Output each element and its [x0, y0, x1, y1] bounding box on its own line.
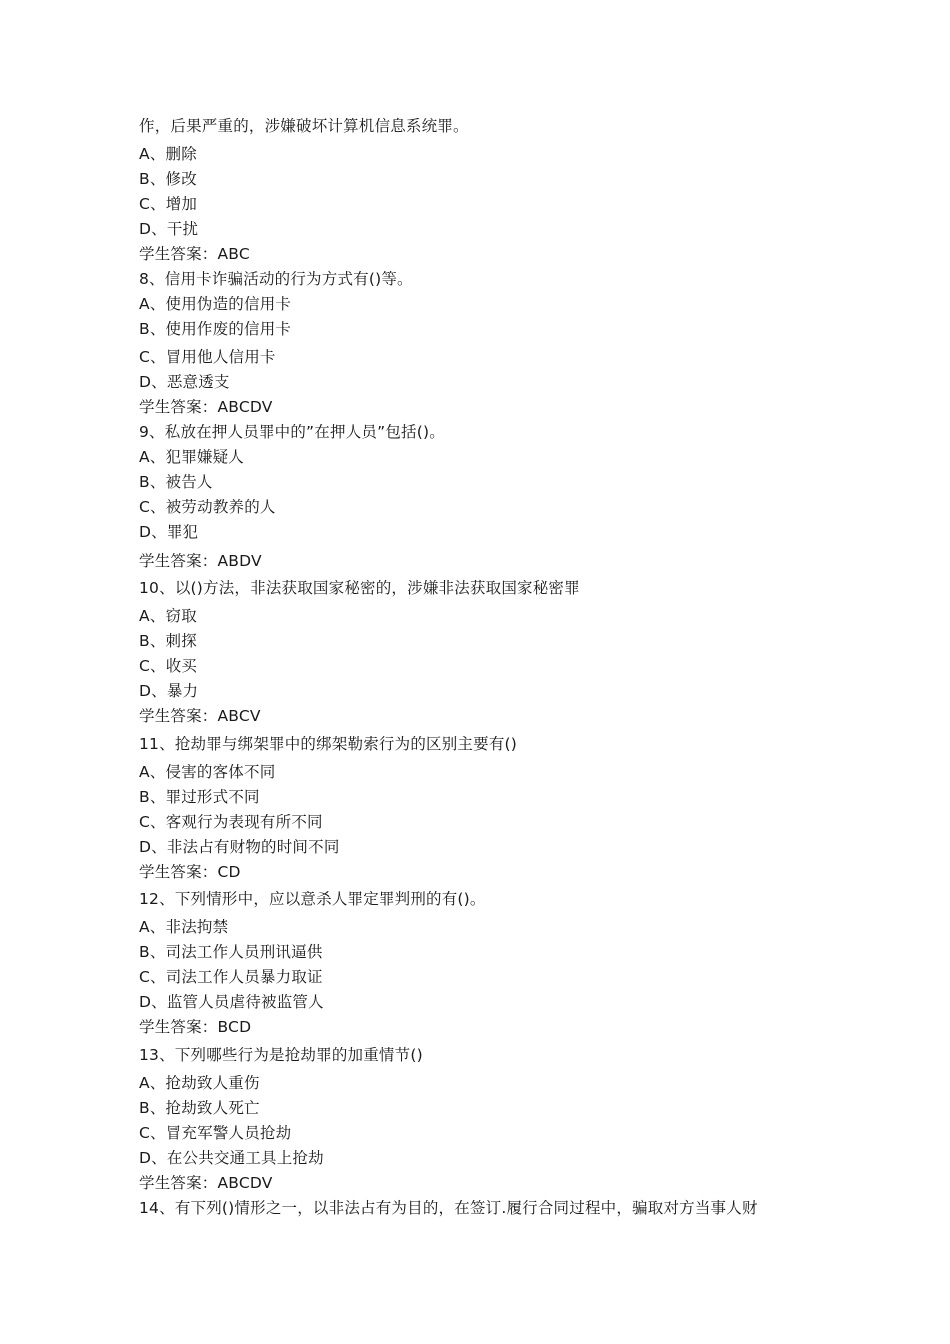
question-text: 作，后果严重的，涉嫌破坏计算机信息系统罪。	[139, 117, 469, 135]
option-b: B、刺探	[139, 632, 197, 650]
option-a: A、侵害的客体不同	[139, 763, 276, 781]
option-d: D、暴力	[139, 682, 199, 700]
student-answer: 学生答案：ABCDV	[139, 1174, 273, 1192]
option-c: C、增加	[139, 195, 198, 213]
option-b: B、被告人	[139, 473, 213, 491]
student-answer: 学生答案：CD	[139, 863, 241, 881]
option-d: D、非法占有财物的时间不同	[139, 838, 340, 856]
option-d: D、在公共交通工具上抢劫	[139, 1149, 324, 1167]
option-b: B、罪过形式不同	[139, 788, 260, 806]
option-a: A、使用伪造的信用卡	[139, 295, 292, 313]
question-text: 12、下列情形中，应以意杀人罪定罪判刑的有()。	[139, 890, 486, 908]
option-b: B、使用作废的信用卡	[139, 320, 292, 338]
question-text: 13、下列哪些行为是抢劫罪的加重情节()	[139, 1046, 423, 1064]
student-answer: 学生答案：BCD	[139, 1018, 252, 1036]
option-b: B、抢劫致人死亡	[139, 1099, 260, 1117]
option-a: A、删除	[139, 145, 197, 163]
option-c: C、被劳动教养的人	[139, 498, 276, 516]
option-c: C、冒用他人信用卡	[139, 348, 276, 366]
option-d: D、干扰	[139, 220, 199, 238]
option-c: C、司法工作人员暴力取证	[139, 968, 323, 986]
option-b: B、司法工作人员刑讯逼供	[139, 943, 323, 961]
student-answer: 学生答案：ABCDV	[139, 398, 273, 416]
question-text: 10、以()方法，非法获取国家秘密的，涉嫌非法获取国家秘密罪	[139, 579, 580, 597]
question-text: 8、信用卡诈骗活动的行为方式有()等。	[139, 270, 413, 288]
option-d: D、恶意透支	[139, 373, 230, 391]
option-a: A、窃取	[139, 607, 197, 625]
question-text: 9、私放在押人员罪中的”在押人员”包括()。	[139, 423, 445, 441]
option-a: A、非法拘禁	[139, 918, 229, 936]
student-answer: 学生答案：ABC	[139, 245, 250, 263]
option-c: C、客观行为表现有所不同	[139, 813, 323, 831]
option-a: A、抢劫致人重伤	[139, 1074, 260, 1092]
option-a: A、犯罪嫌疑人	[139, 448, 245, 466]
option-d: D、监管人员虐待被监管人	[139, 993, 324, 1011]
question-text: 14、有下列()情形之一，以非法占有为目的，在签订.履行合同过程中，骗取对方当事人财	[139, 1199, 758, 1217]
student-answer: 学生答案：ABCV	[139, 707, 261, 725]
question-text: 11、抢劫罪与绑架罪中的绑架勒索行为的区别主要有()	[139, 735, 518, 753]
option-b: B、修改	[139, 170, 197, 188]
student-answer: 学生答案：ABDV	[139, 552, 262, 570]
option-d: D、罪犯	[139, 523, 199, 541]
option-c: C、收买	[139, 657, 198, 675]
option-c: C、冒充军警人员抢劫	[139, 1124, 292, 1142]
